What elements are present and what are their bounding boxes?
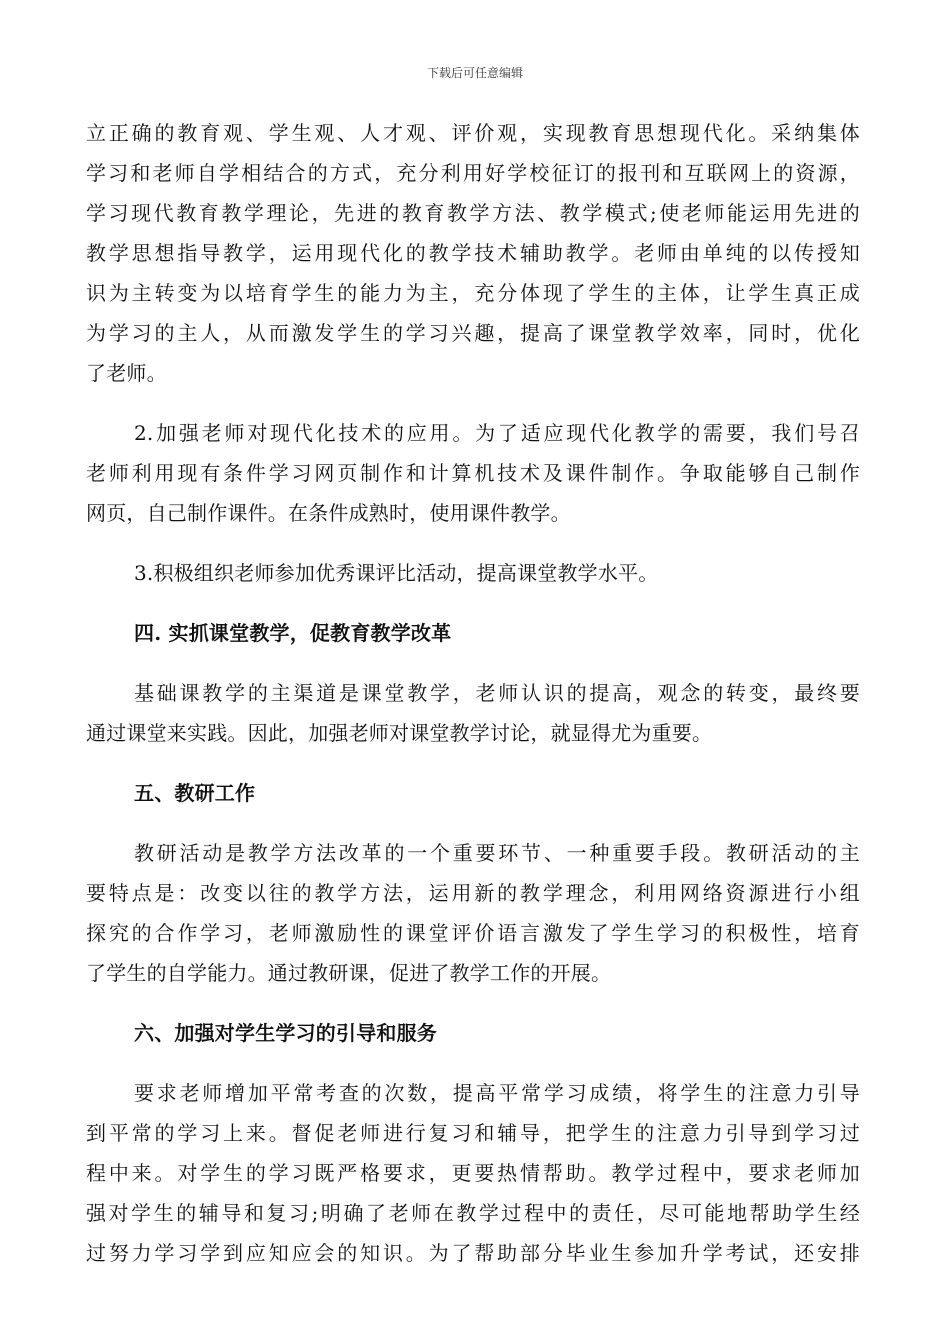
paragraph-line: 学习现代教育教学理论，先进的教育教学方法、教学模式;使老师能运用先进的 [86,201,860,225]
paragraph-line: 3.积极组织老师参加优秀课评比活动，提高课堂教学水平。 [134,561,659,585]
paragraph-line: 识为主转变为以培育学生的能力为主，充分体现了学生的主体，让学生真正成 [86,281,860,305]
paragraph-line: 要求老师增加平常考查的次数，提高平常学习成绩，将学生的注意力引导 [134,1081,860,1105]
paragraph-line: 学习和老师自学相结合的方式，充分利用好学校征订的报刊和互联网上的资源， [86,161,860,185]
paragraph-line: 过努力学习学到应知应会的知识。为了帮助部分毕业生参加升学考试，还安排 [86,1241,860,1265]
paragraph-line: 强对学生的辅导和复习;明确了老师在教学过程中的责任，尽可能地帮助学生经 [86,1201,860,1225]
paragraph-line: 通过课堂来实践。因此，加强老师对课堂教学讨论，就显得尤为重要。 [86,721,713,745]
section-heading: 六、加强对学生学习的引导和服务 [134,1021,437,1045]
page-header: 下载后可任意编辑 [426,66,523,80]
paragraph-line: 探究的合作学习，老师激励性的课堂评价语言激发了学生学习的积极性，培育 [86,921,860,945]
paragraph-line: 教研活动是教学方法改革的一个重要环节、一种重要手段。教研活动的主 [134,841,860,865]
paragraph-line: 基础课教学的主渠道是课堂教学，老师认识的提高，观念的转变，最终要 [134,681,860,705]
paragraph-line: 2.加强老师对现代化技术的应用。为了适应现代化教学的需要，我们号召 [134,421,860,445]
paragraph-line: 为学习的主人，从而激发学生的学习兴趣，提高了课堂教学效率，同时，优化 [86,321,860,345]
paragraph-line: 程中来。对学生的学习既严格要求，更要热情帮助。教学过程中，要求老师加 [86,1161,860,1185]
paragraph-line: 要特点是：改变以往的教学方法，运用新的教学理念，利用网络资源进行小组 [86,881,860,905]
section-heading: 四. 实抓课堂教学，促教育教学改革 [134,621,452,645]
paragraph-line: 教学思想指导教学，运用现代化的教学技术辅助教学。老师由单纯的以传授知 [86,241,860,265]
paragraph-line: 立正确的教育观、学生观、人才观、评价观，实现教育思想现代化。采纳集体 [86,121,860,145]
paragraph-line: 老师利用现有条件学习网页制作和计算机技术及课件制作。争取能够自己制作 [86,461,860,485]
paragraph-line: 网页，自己制作课件。在条件成熟时，使用课件教学。 [86,501,571,525]
paragraph-line: 了学生的自学能力。通过教研课，促进了教学工作的开展。 [86,961,612,985]
section-heading: 五、教研工作 [134,781,256,805]
paragraph-line: 了老师。 [86,361,167,385]
paragraph-line: 到平常的学习上来。督促老师进行复习和辅导，把学生的注意力引导到学习过 [86,1121,860,1145]
